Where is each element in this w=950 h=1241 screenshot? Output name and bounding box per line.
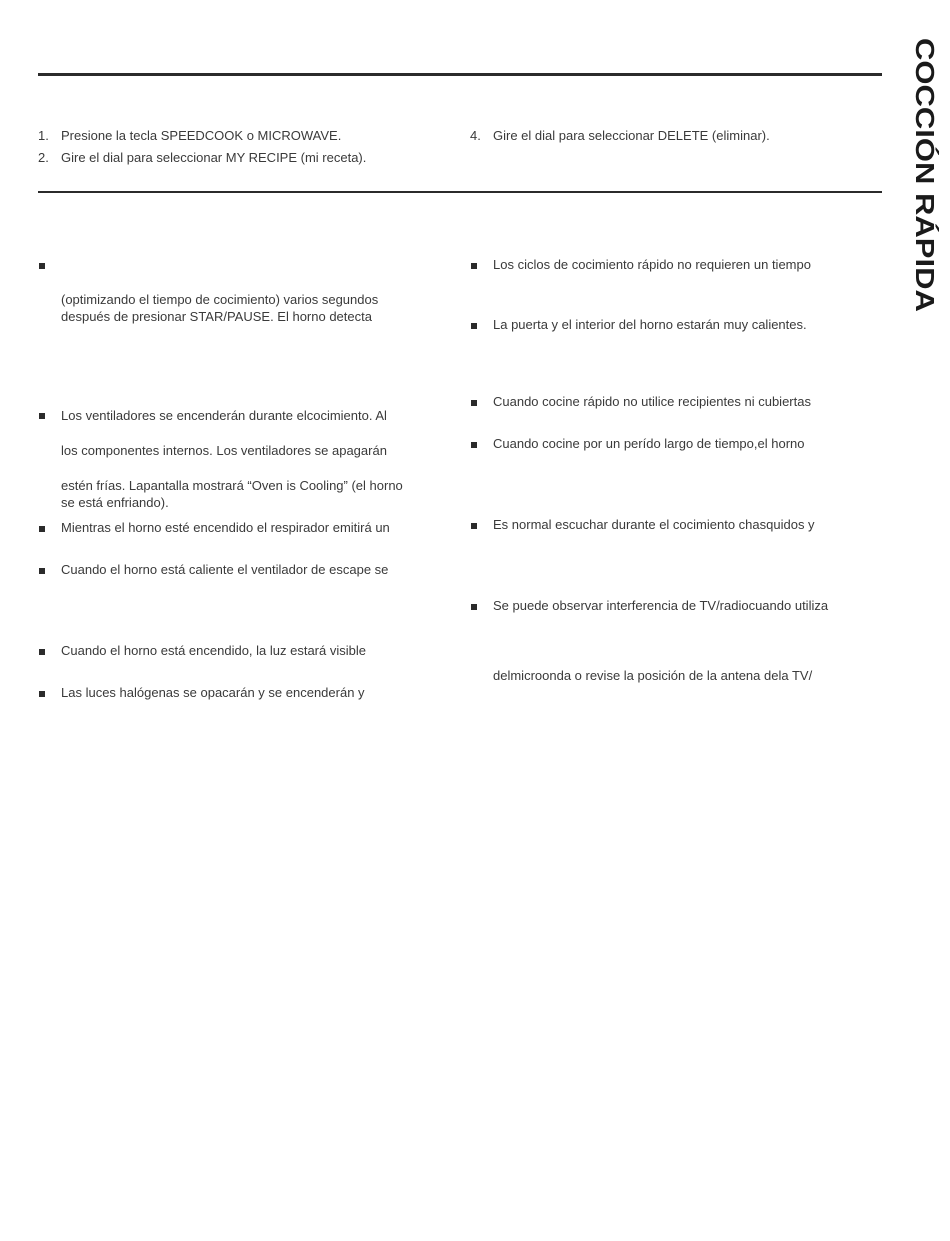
list-item-text: Cuando el horno está caliente el ventilador de escape se xyxy=(61,562,389,577)
bullet-marker xyxy=(471,604,477,610)
list-item-text: Cuando cocine por un perído largo de tiempo,el horno xyxy=(493,436,805,451)
list-item-text: Es normal escuchar durante el cocimiento chasquidos y xyxy=(493,517,815,532)
list-item-text: Los ventiladores se encenderán durante elcocimiento. Al xyxy=(61,408,387,423)
top-divider xyxy=(38,73,882,76)
bullet-marker xyxy=(471,442,477,448)
bullet-marker xyxy=(471,323,477,329)
bullet-marker xyxy=(39,568,45,574)
bullet-marker xyxy=(39,691,45,697)
paragraph-line: después de presionar STAR/PAUSE. El horno detecta xyxy=(61,309,372,324)
list-item-text: Mientras el horno esté encendido el respirador emitirá un xyxy=(61,520,390,535)
section-side-title: COCCIÓN RÁPIDA xyxy=(910,38,940,312)
bullet-marker xyxy=(471,263,477,269)
step-number: 1. xyxy=(38,128,49,143)
step-number: 2. xyxy=(38,150,49,165)
list-item-text: Los ciclos de cocimiento rápido no requieren un tiempo xyxy=(493,257,811,272)
paragraph-line: se está enfriando). xyxy=(61,495,169,510)
section-divider xyxy=(38,191,882,193)
step-text: Presione la tecla SPEEDCOOK o MICROWAVE. xyxy=(61,128,342,143)
list-item-text: Se puede observar interferencia de TV/radiocuando utiliza xyxy=(493,598,829,613)
paragraph-line: delmicroonda o revise la posición de la antena dela TV/ xyxy=(493,668,813,683)
step-number: 4. xyxy=(470,128,481,143)
list-item-text: La puerta y el interior del horno estarán muy calientes. xyxy=(493,317,807,332)
bullet-marker xyxy=(39,263,45,269)
paragraph-line: estén frías. Lapantalla mostrará “Oven is Cooling” (el horno xyxy=(61,478,403,493)
bullet-marker xyxy=(39,649,45,655)
bullet-marker xyxy=(39,413,45,419)
bullet-marker xyxy=(39,526,45,532)
step-text: Gire el dial para seleccionar DELETE (eliminar). xyxy=(493,128,770,143)
paragraph-line: (optimizando el tiempo de cocimiento) varios segundos xyxy=(61,292,379,307)
paragraph-line: los componentes internos. Los ventiladores se apagarán xyxy=(61,443,387,458)
bullet-marker xyxy=(471,523,477,529)
list-item-text: Cuando cocine rápido no utilice recipientes ni cubiertas xyxy=(493,394,811,409)
bullet-marker xyxy=(471,400,477,406)
step-text: Gire el dial para seleccionar MY RECIPE (mi receta). xyxy=(61,150,367,165)
list-item-text: Las luces halógenas se opacarán y se encenderán y xyxy=(61,685,365,700)
list-item-text: Cuando el horno está encendido, la luz estará visible xyxy=(61,643,366,658)
